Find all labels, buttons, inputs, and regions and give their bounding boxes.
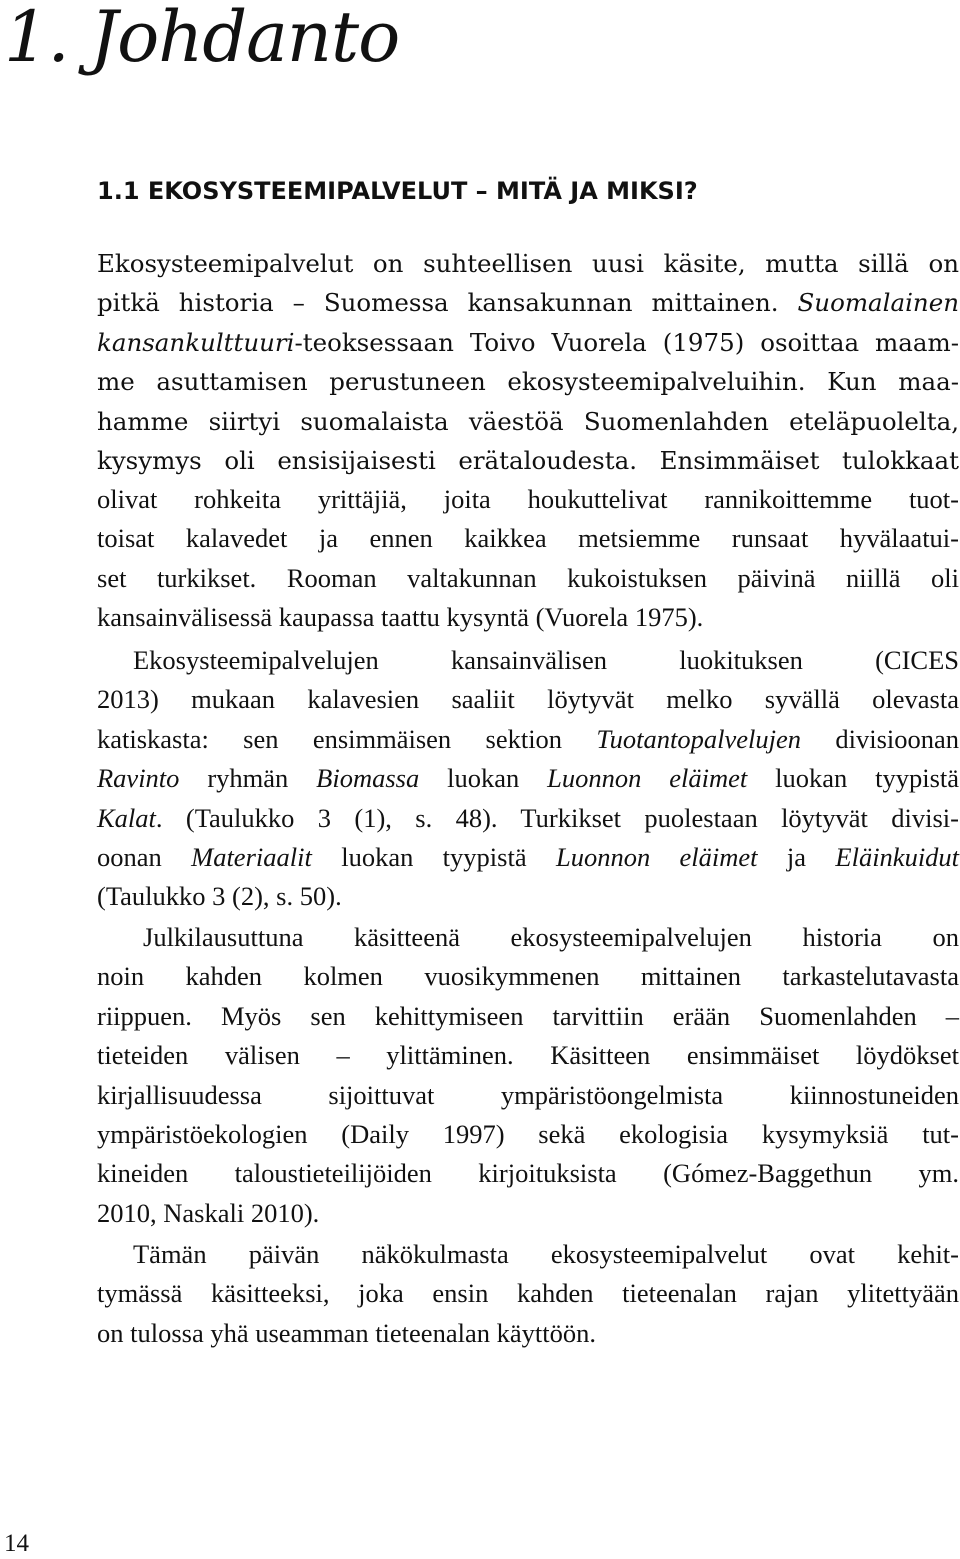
paragraph-line: riippuen. Myös sen kehittymiseen tarvittiin erään Suomenlahden – xyxy=(97,1000,959,1031)
paragraph-line: Ekosysteemipalvelujen kansainvälisen luokituksen (CICES xyxy=(133,645,959,675)
paragraph-line: me asuttamisen perustuneen ekosysteemipalveluihin. Kun maa- xyxy=(97,367,959,397)
paragraph-line: kineiden taloustieteilijöiden kirjoituksista (Gómez-Baggethun ym. xyxy=(97,1158,959,1189)
paragraph-line: Ekosysteemipalvelut on suhteellisen uusi käsite, mutta sillä on xyxy=(97,249,959,278)
paragraph-line: pitkä historia – Suomessa kansakunnan mittainen. Suomalainen xyxy=(97,288,959,318)
paragraph-line: Kalat. (Taulukko 3 (1), s. 48). Turkikset puolestaan löytyvät divisi- xyxy=(97,802,959,833)
paragraph-line: kysymys oli ensisijaisesti erätaloudesta. Ensimmäiset tulokkaat xyxy=(97,445,959,475)
paragraph-4 xyxy=(97,1235,959,1353)
paragraph-line: olivat rohkeita yrittäjiä, joita houkuttelivat rannikoittemme tuot- xyxy=(97,484,959,514)
paragraph-line: toisat kalavedet ja ennen kaikkea metsiemme runsaat hyvälaatui- xyxy=(97,523,959,554)
paragraph-line: kansainvälisessä kaupassa taattu kysyntä (Vuorela 1975). xyxy=(97,602,704,633)
paragraph-line: Tämän päivän näkökulmasta ekosysteemipalvelut ovat kehit- xyxy=(133,1239,959,1269)
paragraph-line: on tulossa yhä useamman tieteenalan käyttöön. xyxy=(97,1317,596,1348)
paragraph-line: noin kahden kolmen vuosikymmenen mittainen tarkastelutavasta xyxy=(97,961,959,992)
paragraph-1 xyxy=(97,244,959,480)
paragraph-line: set turkikset. Rooman valtakunnan kukoistuksen päivinä niillä oli xyxy=(97,562,959,593)
paragraph-line: tymässä käsitteeksi, joka ensin kahden tieteenalan rajan ylitettyään xyxy=(97,1278,959,1309)
paragraph-line: katiskasta: sen ensimmäisen sektion Tuotantopalvelujen divisioonan xyxy=(97,723,960,754)
paragraph-line: tieteiden välisen – ylittäminen. Käsitteen ensimmäiset löydökset xyxy=(97,1040,959,1071)
paragraph-line: hamme siirtyi suomalaista väestöä Suomenlahden eteläpuolelta, xyxy=(97,406,959,436)
paragraph-line: 2010, Naskali 2010). xyxy=(97,1197,320,1228)
paragraph-3 xyxy=(97,918,959,1233)
paragraph-line: kansankulttuuri-teoksessaan Toivo Vuorela (1975) osoittaa maam- xyxy=(97,327,959,357)
page-number: 14 xyxy=(4,1530,29,1557)
paragraph-line: (Taulukko 3 (2), s. 50). xyxy=(97,881,342,912)
paragraph-line: Ravinto ryhmän Biomassa luokan Luonnon eläimet luokan tyypistä xyxy=(97,763,960,794)
paragraph-2 xyxy=(97,641,959,917)
chapter-title: 1. Johdanto xyxy=(4,0,400,78)
section-heading: 1.1 EKOSYSTEEMIPALVELUT – MITÄ JA MIKSI? xyxy=(97,177,698,205)
paragraph-1-continued xyxy=(97,480,959,638)
paragraph-line: 2013) mukaan kalavesien saaliit löytyvät melko syvällä olevasta xyxy=(97,684,959,715)
paragraph-line: oonan Materiaalit luokan tyypistä Luonnon eläimet ja Eläinkuidut xyxy=(97,841,960,872)
paragraph-line: kirjallisuudessa sijoittuvat ympäristöongelmista kiinnostuneiden xyxy=(97,1079,959,1110)
paragraph-line: Julkilausuttuna käsitteenä ekosysteemipalvelujen historia on xyxy=(143,922,959,952)
paragraph-line: ympäristöekologien (Daily 1997) sekä ekologisia kysymyksiä tut- xyxy=(97,1118,959,1149)
